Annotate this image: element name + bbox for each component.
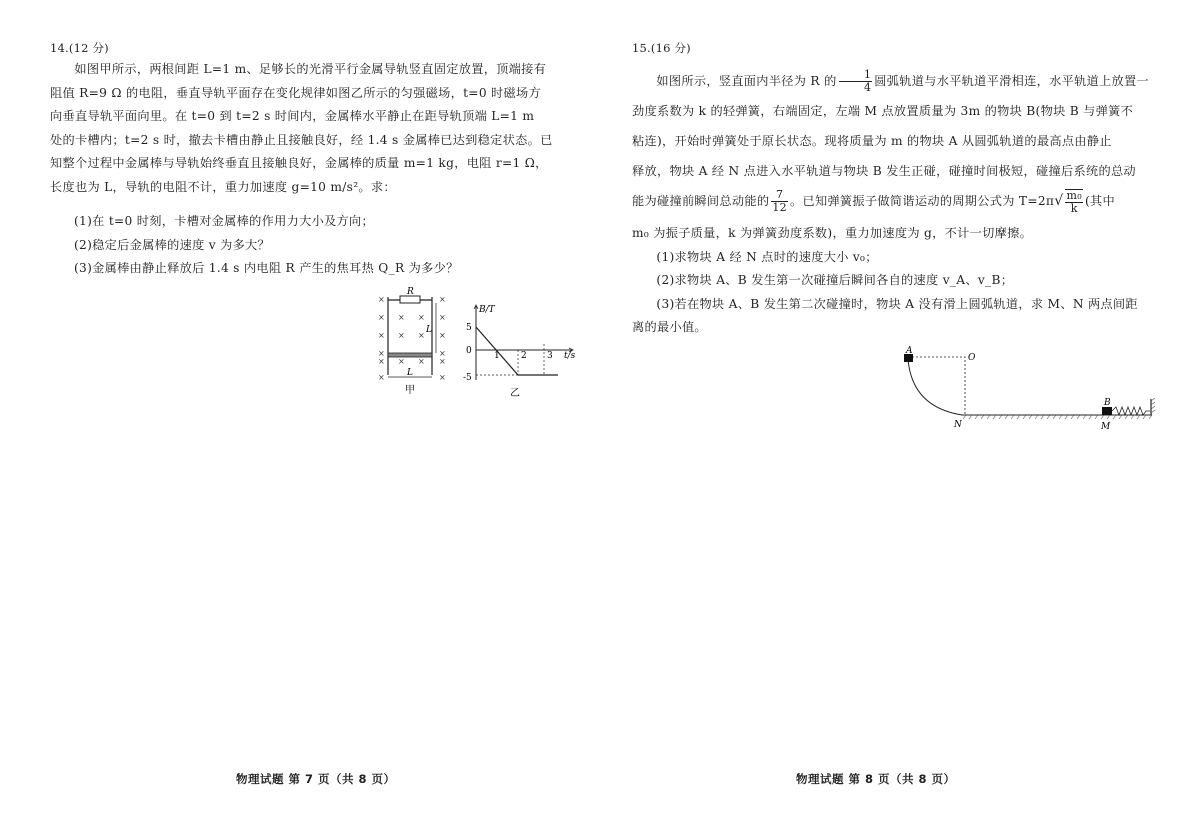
q15-sub-3-line1: (3)若在物块 A、B 发生第二次碰撞时，物块 A 没有滑上圆弧轨道，求 M、N 两点间距: [656, 296, 1138, 311]
frac-2-den: 12: [772, 201, 787, 214]
svg-text:×: ×: [439, 357, 446, 366]
sqrt-symbol: √: [1054, 193, 1064, 209]
q14-sub-2: (2)稳定后金属棒的速度 v 为多大？: [74, 237, 271, 252]
q14-body: [50, 58, 572, 199]
svg-text:×: ×: [439, 295, 446, 304]
q15-sub-3-line2: 离的最小值。: [632, 320, 707, 334]
y-axis-label: B/T: [479, 305, 495, 315]
right-page: [600, 0, 1200, 833]
figure-jia: [370, 285, 460, 397]
svg-text:×: ×: [378, 373, 385, 382]
q15-line-6: m₀ 为振子质量，k 为弹簧劲度系数)，重力加速度为 g，不计一切摩擦。: [632, 226, 1033, 240]
track-hatching: [963, 415, 1152, 419]
arc-track: [908, 359, 962, 415]
q15-line-5-pre: 能为碰撞前瞬间总动能的: [632, 194, 770, 208]
svg-text:×: ×: [398, 357, 405, 366]
q15-line-1: [632, 66, 1154, 96]
svg-text:×: ×: [398, 331, 405, 340]
svg-text:×: ×: [378, 331, 385, 340]
q15-line-2: 劲度系数为 k 的轻弹簧，右端固定，左端 M 点放置质量为 3m 的物块 B(物块 B 与弹簧不: [632, 104, 1134, 118]
svg-text:×: ×: [439, 349, 446, 358]
y-tick-top: 5: [466, 323, 472, 333]
footer-page-8: 物理试题 第 8 页（共 8 页）: [796, 772, 956, 786]
fraction-quarter: [839, 69, 873, 94]
metal-rod: [388, 353, 432, 357]
q14-subquestions: [74, 210, 574, 281]
y-tick-zero: 0: [466, 346, 472, 356]
svg-text:×: ×: [418, 331, 425, 340]
q15-subquestions: [632, 222, 1154, 340]
x-tick-1: 1: [494, 351, 500, 361]
q15-sub-2: (2)求物块 A、B 发生第一次碰撞后瞬间各自的速度 v_A、v_B；: [656, 273, 1014, 287]
y-tick-bottom: -5: [463, 373, 472, 383]
frac-1-num: 1: [839, 69, 873, 82]
caption-yi: 乙: [510, 388, 520, 398]
svg-text:×: ×: [439, 373, 446, 382]
sqrt-num: m₀: [1066, 188, 1082, 202]
label-L-side: L: [426, 325, 432, 335]
svg-text:×: ×: [398, 313, 405, 322]
q15-line-5-mid: 。已知弹簧振子做简谐运动的周期公式为 T=2π: [789, 194, 1055, 208]
q15-line-1-pre: 如图所示，竖直面内半径为 R 的: [656, 74, 837, 88]
q14-line-1: 如图甲所示，两根间距 L=1 m、足够长的光滑平行金属导轨竖直固定放置，顶端接有: [74, 62, 547, 76]
q14-sub-3: (3)金属棒由静止释放后 1.4 s 内电阻 R 产生的焦耳热 Q_R 为多少？: [74, 261, 459, 275]
q15-sub-1: (1)求物块 A 经 N 点时的速度大小 v₀；: [656, 249, 878, 264]
footer-page-7: 物理试题 第 7 页（共 8 页）: [236, 772, 396, 786]
q14-line-5: 知整个过程中金属棒与导轨始终垂直且接触良好，金属棒的质量 m=1 kg，电阻 r=1 Ω，: [50, 156, 548, 170]
resistor-symbol: [400, 296, 420, 303]
b-field-line: [476, 327, 558, 375]
svg-text:×: ×: [378, 313, 385, 322]
frac-2-num: 7: [771, 189, 788, 202]
figure-yi: [462, 300, 582, 398]
label-O: O: [968, 353, 976, 363]
q15-line-3: 粘连)，开始时弹簧处于原长状态。现将质量为 m 的物块 A 从圆弧轨道的最高点由静止: [632, 134, 1112, 148]
svg-text:×: ×: [378, 357, 385, 366]
svg-text:×: ×: [439, 331, 446, 340]
caption-jia: 甲: [405, 385, 415, 396]
q14-header: 14.(12 分): [50, 41, 109, 55]
block-B: [1102, 407, 1112, 415]
q14-line-2: 阻值 R=9 Ω 的电阻，垂直导轨平面存在变化规律如图乙所示的匀强磁场，t=0 时磁场方: [50, 85, 541, 100]
q14-line-3: 向垂直导轨平面向里。在 t=0 到 t=2 s 时间内，金属棒水平静止在距导轨顶端 L=1 m: [50, 109, 535, 123]
q15-line-1-post: 圆弧轨道与水平轨道平滑相连，水平轨道上放置一: [874, 74, 1149, 88]
svg-text:×: ×: [378, 349, 385, 358]
q15-body: [632, 66, 1154, 216]
label-A: A: [906, 346, 913, 356]
q15-line-5-post: (其中: [1084, 194, 1115, 208]
svg-text:×: ×: [439, 313, 446, 322]
fraction-seven-twelfths: [771, 189, 788, 214]
q14-line-6: 长度也为 L，导轨的电阻不计，重力加速度 g=10 m/s²。求：: [50, 179, 396, 194]
q15-line-5: [632, 186, 1154, 216]
label-N: N: [954, 420, 962, 430]
q15-line-4: 释放，物块 A 经 N 点进入水平轨道与物块 B 发生正碰，碰撞时间极短，碰撞后系统的总动: [632, 164, 1136, 178]
label-R: R: [407, 287, 414, 297]
q14-line-4: 处的卡槽内；t=2 s 时，撤去卡槽由静止且接触良好，经 1.4 s 金属棒已达到稳定状态。已: [50, 132, 553, 147]
x-tick-2: 2: [521, 351, 527, 361]
label-B: B: [1104, 398, 1111, 408]
sqrt-den: k: [1070, 201, 1078, 215]
spring: [1112, 407, 1150, 415]
q15-header: 15.(16 分): [632, 41, 691, 55]
sqrt-fraction: [1065, 189, 1082, 215]
x-tick-3: 3: [547, 351, 553, 361]
svg-text:×: ×: [418, 313, 425, 322]
label-L-bottom: L: [407, 368, 413, 378]
label-M: M: [1101, 422, 1111, 432]
q14-sub-1: (1)在 t=0 时刻，卡槽对金属棒的作用力大小及方向；: [74, 214, 375, 228]
figure-q15: [890, 345, 1165, 435]
x-axis-label: t/s: [564, 351, 576, 361]
svg-text:×: ×: [418, 357, 425, 366]
frac-1-den: 4: [863, 81, 872, 94]
svg-text:×: ×: [378, 295, 385, 304]
